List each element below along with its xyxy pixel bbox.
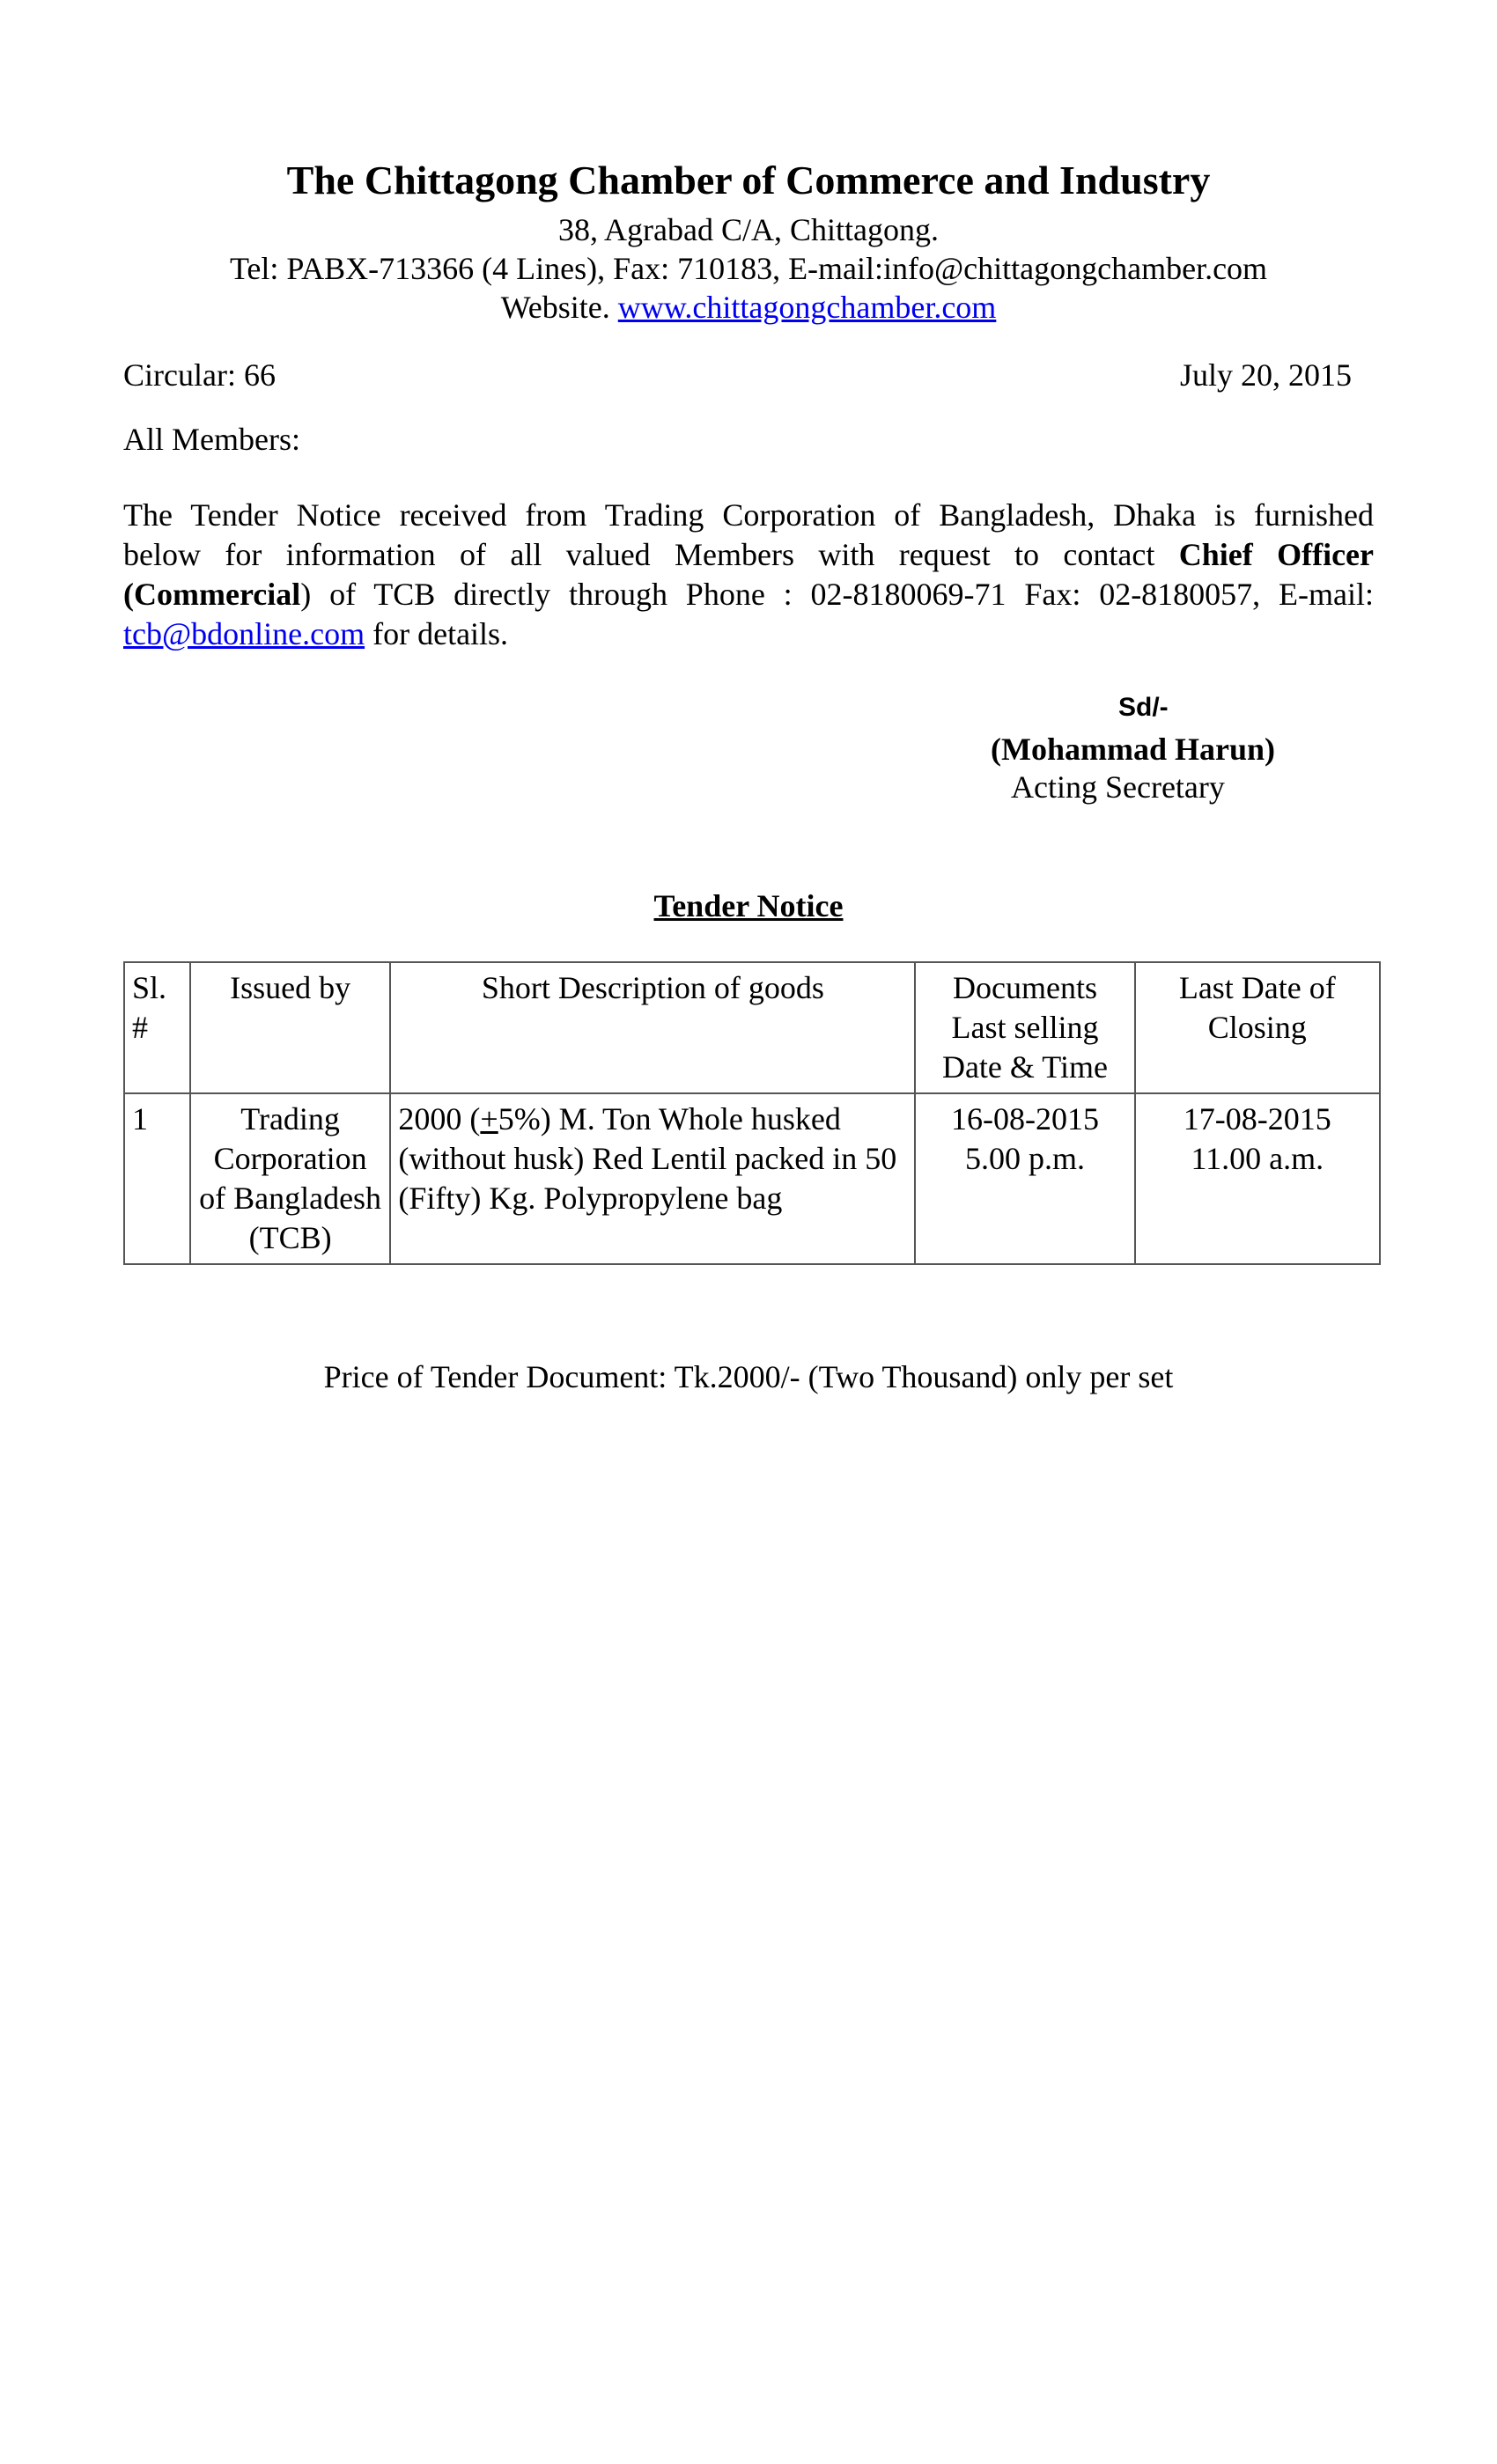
- col-header-sl: Sl. #: [124, 962, 190, 1093]
- body-line-1: The Tender Notice received from Trading Corporation of Bangladesh, Dhaka is furnished: [123, 497, 1374, 533]
- signatory-name: (Mohammad Harun): [991, 732, 1275, 767]
- circular-date: July 20, 2015: [1179, 357, 1352, 393]
- cell-description: [390, 1093, 915, 1264]
- body-line-4-text: for details.: [365, 616, 509, 651]
- tender-notice-heading: Tender Notice: [653, 888, 844, 923]
- table-row: [124, 1093, 1380, 1264]
- contact-role-bold: Chief Officer: [1178, 537, 1375, 572]
- tender-table: [123, 961, 1381, 1265]
- col-header-issued-by: Issued by: [190, 962, 391, 1093]
- cell-documents: [915, 1093, 1134, 1264]
- body-line-2-text: below for information of all valued Members with request to contact: [123, 537, 1155, 572]
- tender-price-note: Price of Tender Document: Tk.2000/- (Two Thousand) only per set: [323, 1359, 1174, 1394]
- contact-role-bold-2: (Commercial: [123, 577, 301, 612]
- website-link[interactable]: www.chittagongchamber.com: [617, 290, 997, 325]
- body-line-3-text: ) of TCB directly through Phone : 02-8180069-71 Fax: 02-8180057, E-mail:: [300, 577, 1374, 612]
- table-header-row: [124, 962, 1380, 1093]
- organization-website: [0, 289, 1497, 326]
- body-line-4: [123, 614, 1374, 654]
- organization-title: The Chittagong Chamber of Commerce and Industry: [286, 158, 1211, 202]
- organization-contact: Tel: PABX-713366 (4 Lines), Fax: 710183, E-mail:info@chittagongchamber.com: [229, 251, 1268, 286]
- signature-sd: Sd/-: [1118, 693, 1169, 722]
- col-header-documents: Documents Last selling Date & Time: [915, 962, 1134, 1093]
- body-line-3: [123, 575, 1374, 614]
- cell-closing: [1135, 1093, 1380, 1264]
- description-pre: 2000 (: [398, 1101, 481, 1136]
- col-header-description: Short Description of goods: [390, 962, 915, 1093]
- closing-time: 11.00 a.m.: [1191, 1141, 1324, 1176]
- col-header-closing: Last Date of Closing: [1135, 962, 1380, 1093]
- organization-address: 38, Agrabad C/A, Chittagong.: [558, 212, 939, 247]
- salutation: All Members:: [123, 422, 300, 457]
- closing-date: 17-08-2015: [1183, 1101, 1331, 1136]
- description-post: 5%) M. Ton Whole husked (without husk) Red Lentil packed in 50 (Fifty) Kg. Polypropylene bag: [398, 1101, 897, 1216]
- body-line-2: [123, 535, 1374, 575]
- body-paragraph: [123, 496, 1374, 654]
- tcb-email-link[interactable]: tcb@bdonline.com: [123, 616, 365, 651]
- signatory-title: Acting Secretary: [1011, 769, 1225, 805]
- circular-number: Circular: 66: [123, 357, 276, 393]
- doc-last-time: 5.00 p.m.: [964, 1141, 1085, 1176]
- website-label: Website.: [500, 290, 610, 325]
- cell-issued-by: Trading Corporation of Bangladesh (TCB): [190, 1093, 391, 1264]
- plus-minus-sign: +: [480, 1101, 498, 1136]
- cell-sl: 1: [124, 1093, 190, 1264]
- doc-last-date: 16-08-2015: [950, 1101, 1099, 1136]
